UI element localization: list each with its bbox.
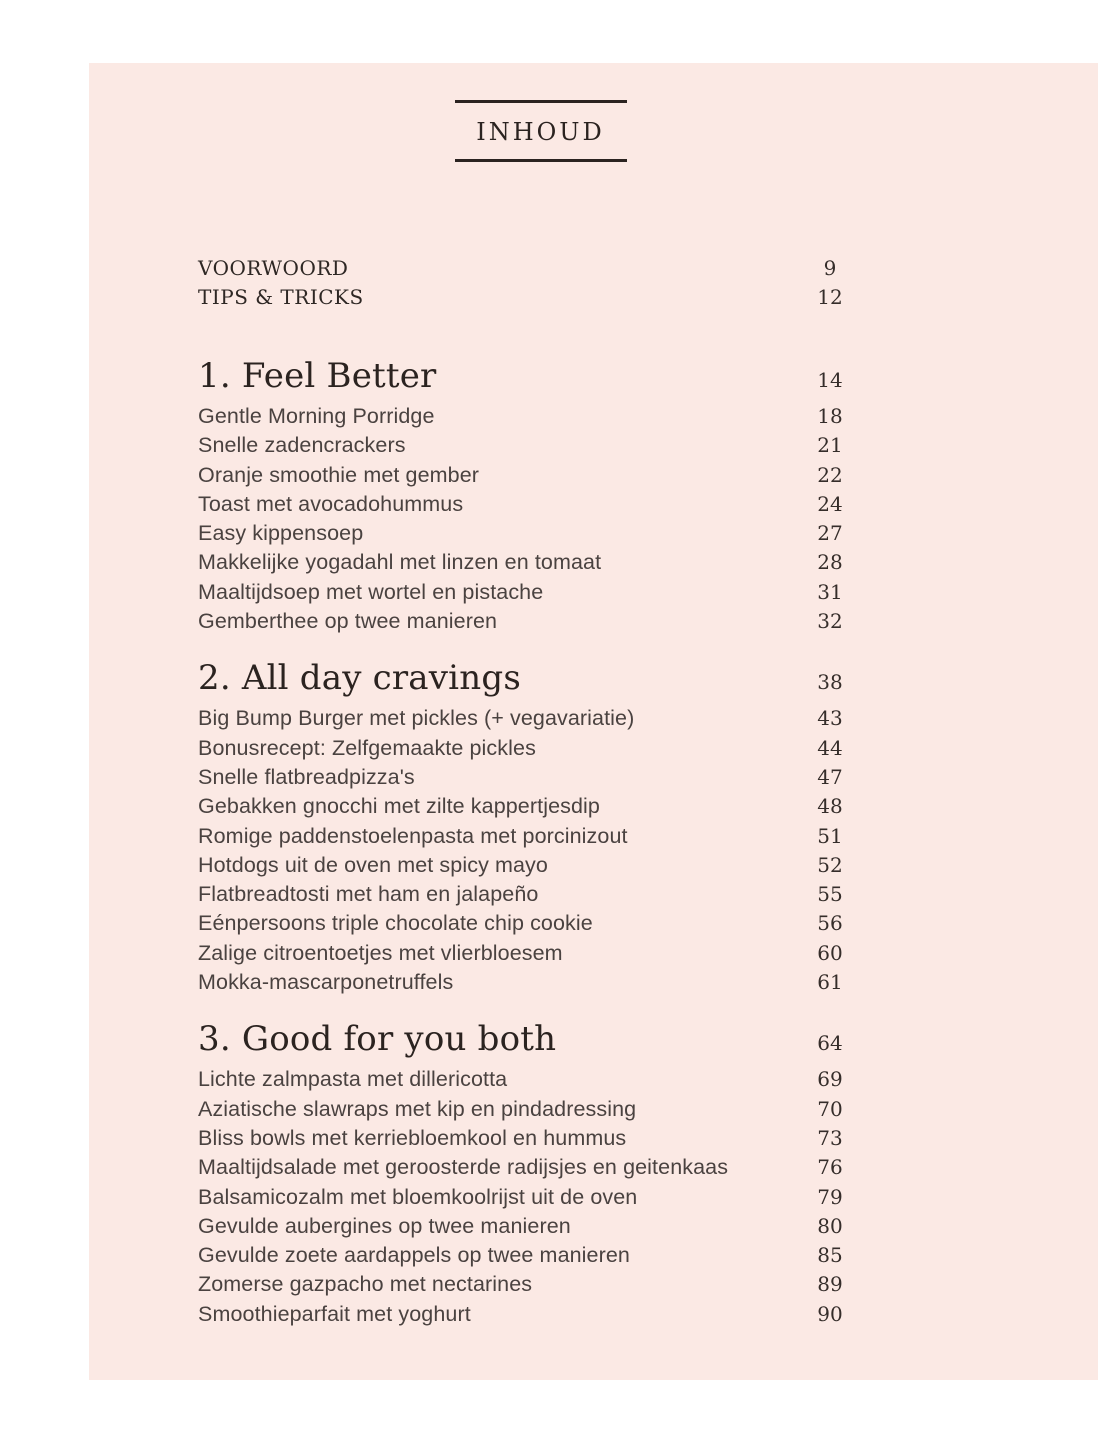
section-heading: 1. Feel Better <box>198 356 437 396</box>
toc-entry-label: Eénpersoons triple chocolate chip cookie <box>198 911 593 936</box>
page-number: 51 <box>817 823 843 848</box>
page-number: 56 <box>817 911 843 936</box>
toc-entry-row <box>198 880 845 909</box>
toc-entry-label: Zomerse gazpacho met nectarines <box>198 1272 533 1297</box>
page-number: 32 <box>817 609 843 634</box>
toc-entry-label: Gebakken gnocchi met zilte kappertjesdip <box>198 794 600 819</box>
toc-entry-row <box>198 1212 845 1241</box>
toc-entry-label: Smoothieparfait met yoghurt <box>198 1301 471 1326</box>
page-number: 55 <box>817 882 843 907</box>
toc-entry-row <box>198 1270 845 1299</box>
page-number: 85 <box>817 1243 843 1268</box>
toc-entry-label: Makkelijke yogadahl met linzen en tomaat <box>198 550 602 575</box>
toc-sections <box>198 354 845 1329</box>
toc-entry-label: Big Bump Burger met pickles (+ vegavariatie) <box>198 706 635 731</box>
page-number: 43 <box>817 706 843 731</box>
toc-entry-label: Oranje smoothie met gember <box>198 462 480 487</box>
page-number: 38 <box>817 670 843 695</box>
page-number: 48 <box>817 794 843 819</box>
page-number: 24 <box>817 491 843 516</box>
page-number: 90 <box>817 1301 843 1326</box>
page-number: 14 <box>817 368 843 392</box>
page-number: 28 <box>817 550 843 575</box>
page-number: 64 <box>817 1031 843 1056</box>
toc-entry-label: Bonusrecept: Zelfgemaakte pickles <box>198 735 536 760</box>
toc-entry-label: Bliss bowls met kerriebloemkool en hummus <box>198 1125 627 1150</box>
page-number: 80 <box>817 1213 843 1238</box>
toc-entry-row <box>198 519 845 548</box>
page-number: 47 <box>817 764 843 789</box>
page-number: 76 <box>817 1155 843 1180</box>
toc-entry-row <box>198 763 845 792</box>
toc-entry-label: Gemberthee op twee manieren <box>198 609 498 634</box>
page-number: 73 <box>817 1125 843 1150</box>
section-heading: 2. All day cravings <box>198 658 521 699</box>
toc-entry-row <box>198 968 845 997</box>
toc-entry-label: Balsamicozalm met bloemkoolrijst uit de oven <box>198 1184 638 1209</box>
toc-entry-label: Snelle zadencrackers <box>198 433 406 458</box>
toc-entry-row <box>198 851 845 880</box>
toc-entry-row <box>198 402 845 431</box>
page-number: 31 <box>817 579 843 604</box>
toc-section <box>198 656 845 997</box>
page-number: 9 <box>823 256 837 280</box>
page-number: 60 <box>817 940 843 965</box>
toc-entry-row <box>198 607 845 636</box>
front-matter-label: VOORWOORD <box>198 256 349 280</box>
page-number: 79 <box>817 1184 843 1209</box>
toc-section <box>198 1017 845 1329</box>
front-matter-label: TIPS & TRICKS <box>198 285 364 309</box>
page-number: 61 <box>817 970 843 995</box>
toc-entry-label: Hotdogs uit de oven met spicy mayo <box>198 852 548 877</box>
toc-entry-label: Maaltijdsalade met geroosterde radijsjes en geitenkaas <box>198 1155 729 1180</box>
page-number: 27 <box>817 521 843 546</box>
toc-entry-row <box>198 548 845 577</box>
section-heading: 3. Good for you both <box>198 1019 557 1060</box>
toc-entry-label: Snelle flatbreadpizza's <box>198 764 415 789</box>
toc-content <box>89 100 1098 1329</box>
section-heading-row <box>198 656 845 704</box>
toc-entry-row <box>198 1241 845 1270</box>
page-number: 21 <box>817 433 843 458</box>
toc-entry-label: Maaltijdsoep met wortel en pistache <box>198 579 544 604</box>
toc-entry-row <box>198 704 845 733</box>
toc-entry-row <box>198 822 845 851</box>
section-heading-row <box>198 1017 845 1065</box>
toc-page <box>89 63 1098 1380</box>
toc-entry-label: Gevulde aubergines op twee manieren <box>198 1213 571 1238</box>
page-number: 22 <box>817 462 843 487</box>
toc-entry-label: Mokka-mascarponetruffels <box>198 970 454 995</box>
toc-section <box>198 354 845 636</box>
toc-entry-row <box>198 1183 845 1212</box>
toc-entry-row <box>198 792 845 821</box>
toc-entry-label: Aziatische slawraps met kip en pindadressing <box>198 1096 637 1121</box>
toc-entry-row <box>198 461 845 490</box>
toc-entry-row <box>198 734 845 763</box>
toc-entry-label: Toast met avocadohummus <box>198 491 464 516</box>
toc-entry-row <box>198 1065 845 1094</box>
toc-entry-row <box>198 1300 845 1329</box>
front-matter-row <box>198 254 845 283</box>
toc-entry-row <box>198 1095 845 1124</box>
toc-entry-row <box>198 578 845 607</box>
toc-entry-row <box>198 939 845 968</box>
page-number: 52 <box>817 852 843 877</box>
toc-entry-label: Easy kippensoep <box>198 521 364 546</box>
toc-entry-label: Lichte zalmpasta met dillericotta <box>198 1067 508 1092</box>
page-number: 69 <box>817 1067 843 1092</box>
page-title: INHOUD <box>476 118 605 146</box>
page-number: 44 <box>817 735 843 760</box>
toc-entry-row <box>198 909 845 938</box>
toc-entry-label: Gevulde zoete aardappels op twee manieren <box>198 1243 630 1268</box>
toc-entry-label: Gentle Morning Porridge <box>198 404 435 428</box>
toc-entry-row <box>198 1124 845 1153</box>
toc-title-block <box>455 100 627 162</box>
toc-entry-row <box>198 1153 845 1182</box>
front-matter-row <box>198 283 845 312</box>
front-matter-list <box>198 254 845 312</box>
page-number: 18 <box>817 404 843 428</box>
toc-entry-label: Romige paddenstoelenpasta met porcinizout <box>198 823 628 848</box>
page-number: 12 <box>817 285 843 309</box>
page-number: 89 <box>817 1272 843 1297</box>
toc-entry-row <box>198 431 845 460</box>
page-number: 70 <box>817 1096 843 1121</box>
section-heading-row <box>198 354 845 402</box>
toc-entry-label: Flatbreadtosti met ham en jalapeño <box>198 882 539 907</box>
toc-entry-row <box>198 490 845 519</box>
toc-entry-label: Zalige citroentoetjes met vlierbloesem <box>198 940 563 965</box>
